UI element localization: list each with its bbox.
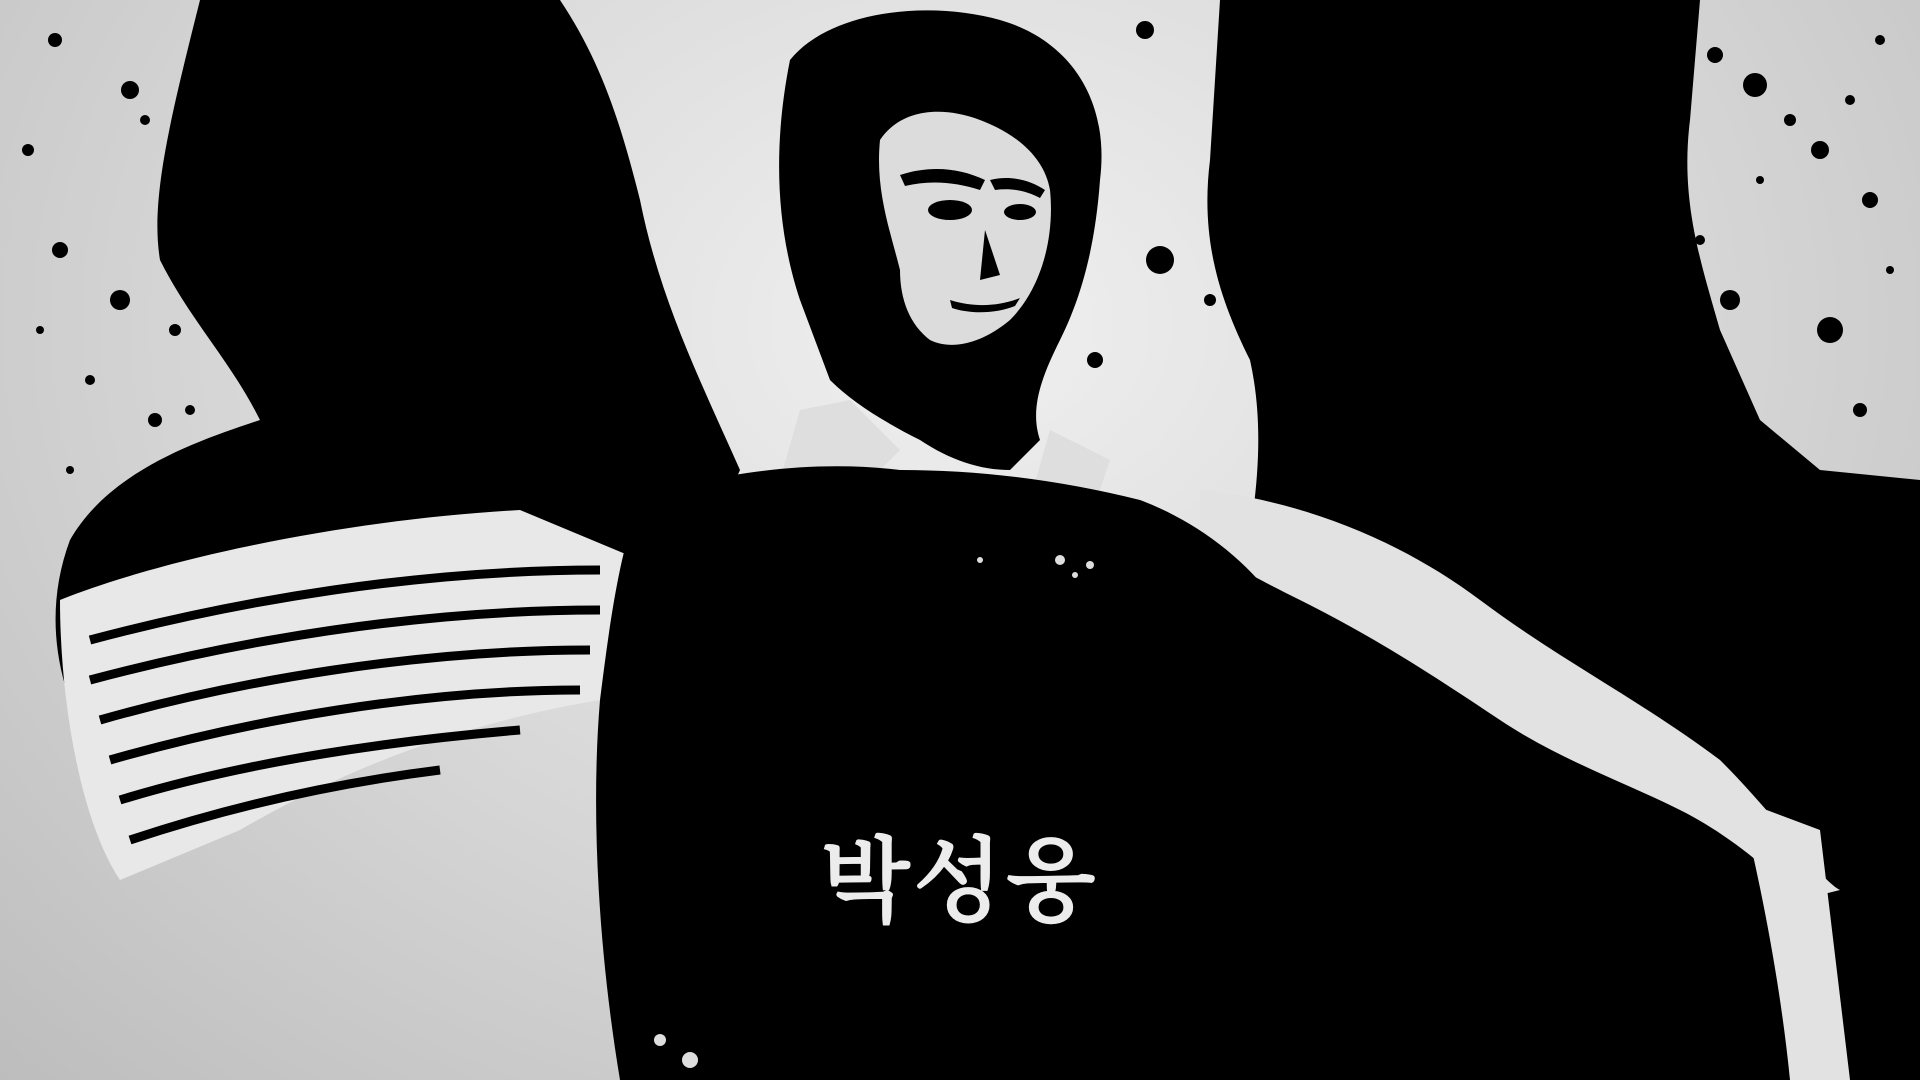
subtitle-caption: 박성웅 <box>820 828 1100 935</box>
